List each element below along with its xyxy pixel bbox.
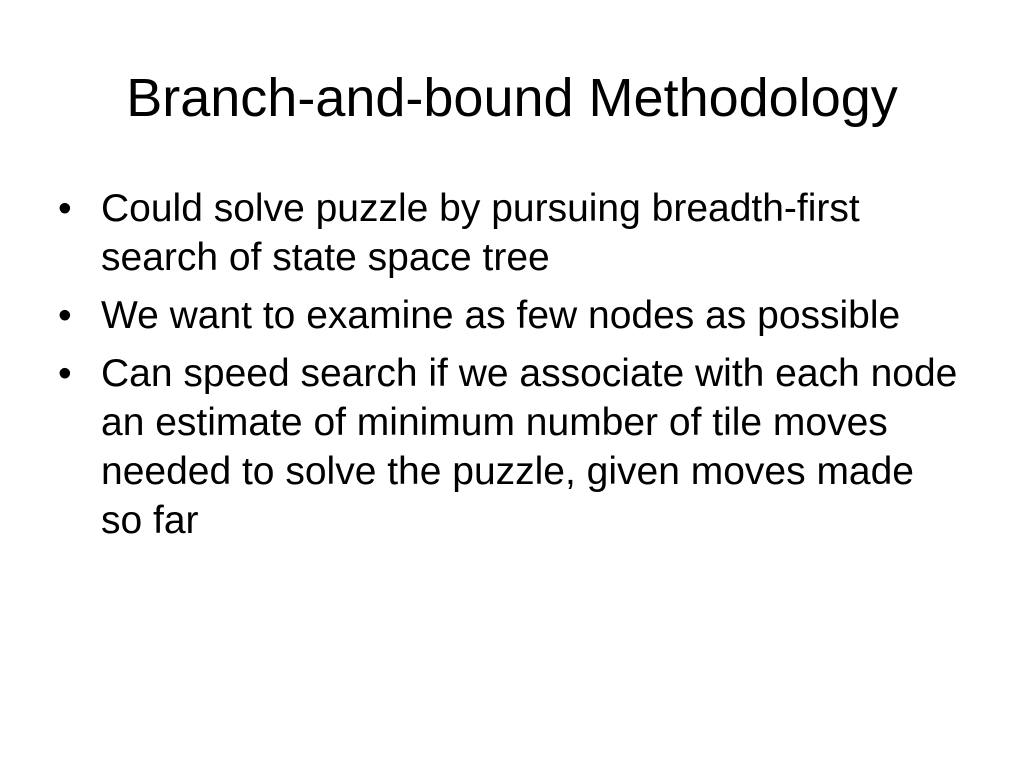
- bullet-text: We want to examine as few nodes as possible: [101, 294, 901, 337]
- bullet-item: [58, 184, 958, 282]
- bullet-item: [58, 349, 958, 545]
- bullet-item: [58, 291, 958, 340]
- bullet-dot-icon: •: [58, 187, 72, 230]
- bullet-dot-icon: •: [58, 352, 72, 395]
- bullet-text: Could solve puzzle by pursuing breadth-first search of state space tree: [101, 187, 860, 279]
- slide-title: Branch-and-bound Methodology: [126, 68, 898, 128]
- bullet-dot-icon: •: [58, 294, 72, 337]
- bullet-list: [58, 184, 958, 554]
- bullet-text: Can speed search if we associate with each node an estimate of minimum number of tile moves needed to solve the puzzle, given moves made so far: [101, 352, 958, 542]
